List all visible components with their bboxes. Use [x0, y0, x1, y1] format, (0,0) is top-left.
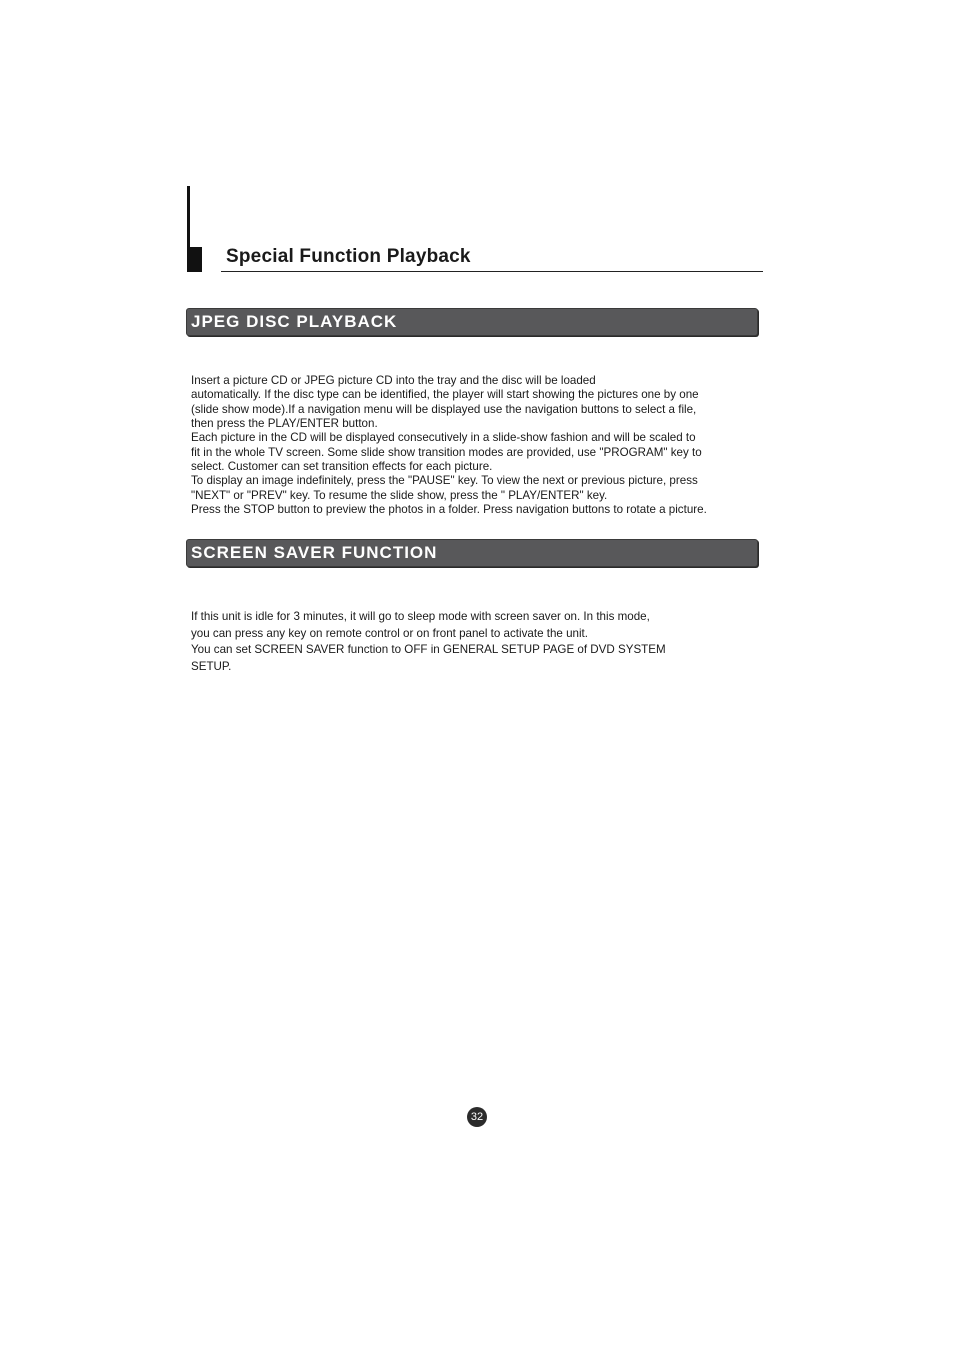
- jpeg-section-heading: JPEG DISC PLAYBACK: [191, 312, 398, 331]
- header-accent-block: [187, 247, 202, 272]
- body-line: "NEXT" or "PREV" key. To resume the slide show, press the " PLAY/ENTER" key.: [191, 488, 608, 502]
- body-line: You can set SCREEN SAVER function to OFF in GENERAL SETUP PAGE of DVD SYSTEM: [191, 643, 666, 657]
- body-line: Each picture in the CD will be displayed consecutively in a slide-show fashion and will be scaled to: [191, 431, 696, 445]
- body-line: To display an image indefinitely, press the "PAUSE" key. To view the next or previous picture, press: [191, 474, 698, 488]
- page-title: Special Function Playback: [226, 246, 471, 267]
- jpeg-section-heading-bar: [186, 308, 758, 336]
- body-line: then press the PLAY/ENTER button.: [191, 417, 378, 431]
- jpeg-section-body: [191, 374, 766, 517]
- body-line: Insert a picture CD or JPEG picture CD into the tray and the disc will be loaded: [191, 374, 596, 387]
- page-number-badge: 32: [467, 1107, 487, 1127]
- screen-saver-section-heading: SCREEN SAVER FUNCTION: [191, 543, 438, 562]
- body-line: SETUP.: [191, 659, 232, 673]
- screen-saver-section-body: [191, 609, 766, 675]
- body-line: select. Customer can set transition effects for each picture.: [191, 460, 493, 474]
- body-line: fit in the whole TV screen. Some slide show transition modes are provided, use "PROGRAM" key to: [191, 445, 702, 459]
- header-underline: [221, 271, 763, 272]
- body-line: Press the STOP button to preview the photos in a folder. Press navigation buttons to rotate a picture.: [191, 503, 707, 517]
- screen-saver-section-heading-bar: [186, 539, 758, 567]
- body-line: If this unit is idle for 3 minutes, it will go to sleep mode with screen saver on. In this mode,: [191, 610, 650, 623]
- body-line: you can press any key on remote control or on front panel to activate the unit.: [191, 626, 588, 640]
- body-line: (slide show mode).If a navigation menu will be displayed use the navigation buttons to select a file,: [191, 402, 697, 416]
- body-line: automatically. If the disc type can be identified, the player will start showing the pictures one by one: [191, 388, 699, 402]
